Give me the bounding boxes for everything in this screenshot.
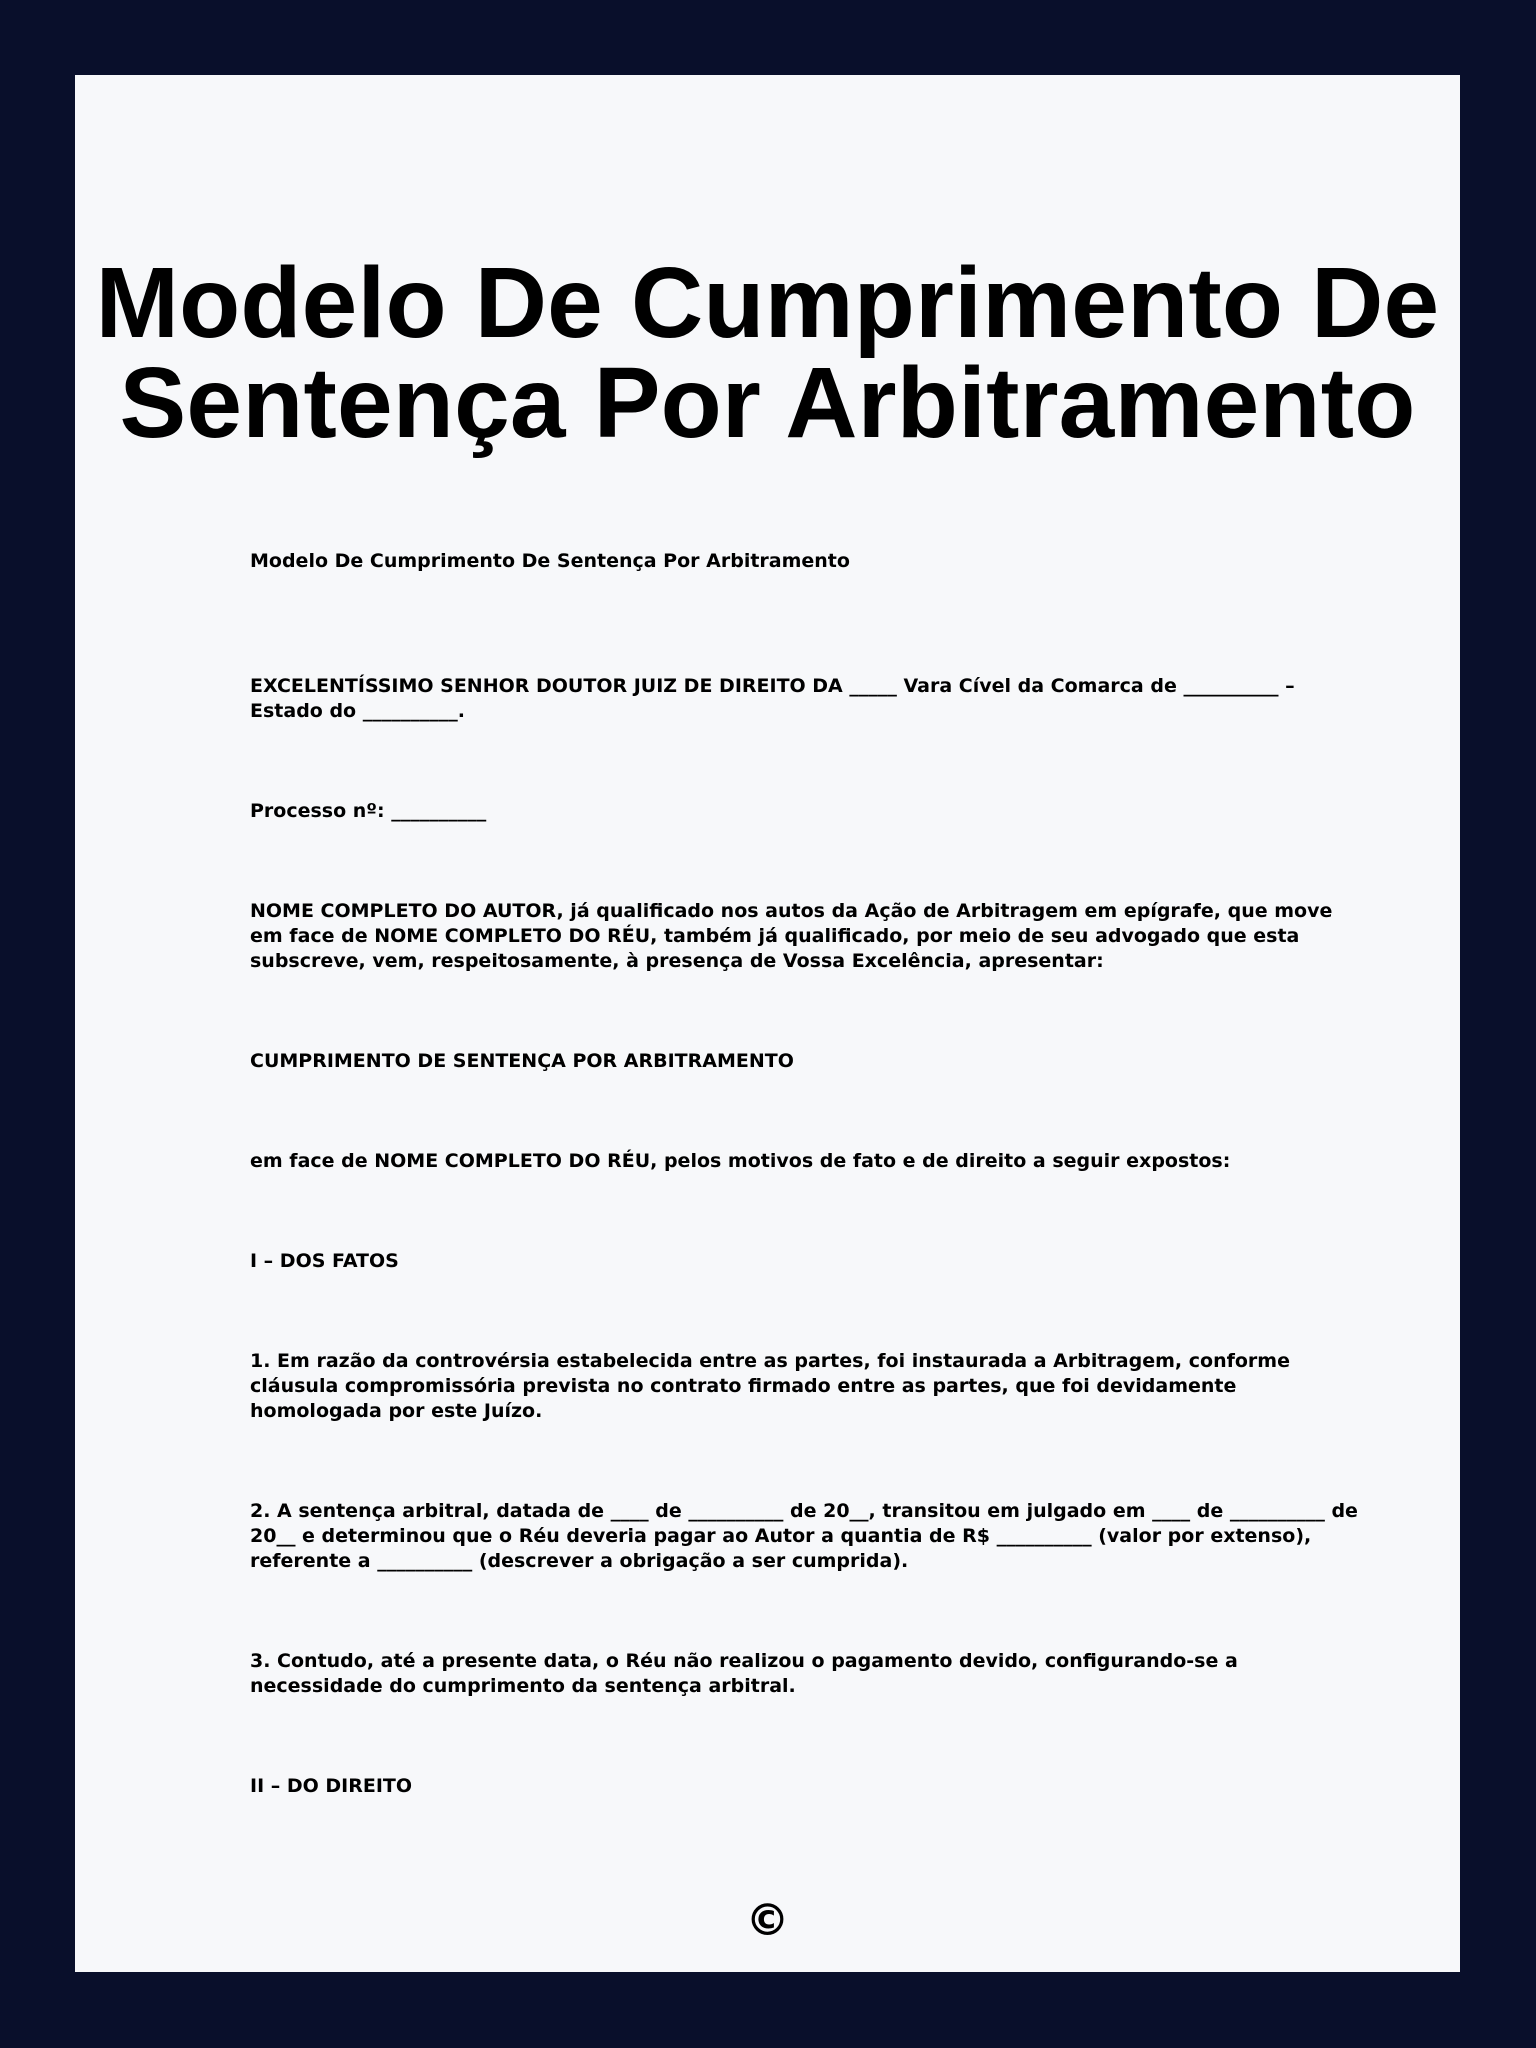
process-number-text: Processo nº: __________ bbox=[250, 800, 487, 822]
section-facts-heading: I – DOS FATOS bbox=[250, 1250, 399, 1272]
title-line-2: Sentença Por Arbitramento bbox=[119, 347, 1416, 459]
document-subtitle-paragraph bbox=[250, 549, 1360, 574]
petitioner-paragraph bbox=[250, 899, 1360, 974]
addressee-paragraph bbox=[250, 674, 1360, 724]
fact-1-text: 1. Em razão da controvérsia estabelecida entre as partes, foi instaurada a Arbitragem, conforme cláusula compromissória prevista no contrato firmado entre as partes, que foi devidamente homologada por este Juízo. bbox=[250, 1350, 1297, 1422]
defendant-text: em face de NOME COMPLETO DO RÉU, pelos motivos de fato e de direito a seguir expostos: bbox=[250, 1150, 1231, 1172]
petition-heading: CUMPRIMENTO DE SENTENÇA POR ARBITRAMENTO bbox=[250, 1050, 794, 1072]
section-law-heading: II – DO DIREITO bbox=[250, 1775, 413, 1797]
section-law-heading-paragraph bbox=[250, 1774, 1360, 1799]
addressee-text: EXCELENTÍSSIMO SENHOR DOUTOR JUIZ DE DIREITO DA _____ Vara Cível da Comarca de __________ – Estado do __________. bbox=[250, 675, 1302, 722]
fact-3-text: 3. Contudo, até a presente data, o Réu não realizou o pagamento devido, configurando-se a necessidade do cumprimento da sentença arbitral. bbox=[250, 1650, 1245, 1697]
petition-heading-paragraph bbox=[250, 1049, 1360, 1074]
document-page bbox=[75, 75, 1460, 1972]
petitioner-text: NOME COMPLETO DO AUTOR, já qualificado nos autos da Ação de Arbitragem em epígrafe, que move em face de NOME COMPLETO DO RÉU, também já qualificado, por meio de seu advogado que esta subscreve, vem, respeitosamente, à presença de Vossa Excelência, apresentar: bbox=[250, 900, 1339, 972]
title-line-1: Modelo De Cumprimento De bbox=[95, 247, 1440, 359]
fact-2-text: 2. A sentença arbitral, datada de ____ de __________ de 20__, transitou em julgado em ____ de __________ de 20__ e determinou que o Réu deveria pagar ao Autor a quantia de R$ __________ (valor por extenso), referente a __________ (descrever a obrigação a ser cumprida). bbox=[250, 1500, 1365, 1572]
document-subtitle: Modelo De Cumprimento De Sentença Por Arbitramento bbox=[250, 550, 850, 572]
process-number-paragraph bbox=[250, 799, 1360, 824]
section-facts-heading-paragraph bbox=[250, 1249, 1360, 1274]
fact-1-paragraph bbox=[250, 1349, 1360, 1424]
fact-2-paragraph bbox=[250, 1499, 1365, 1574]
fact-3-paragraph bbox=[250, 1649, 1360, 1699]
page-title bbox=[75, 247, 1460, 459]
copyright-icon: © bbox=[745, 1895, 790, 1946]
defendant-paragraph bbox=[250, 1149, 1360, 1174]
